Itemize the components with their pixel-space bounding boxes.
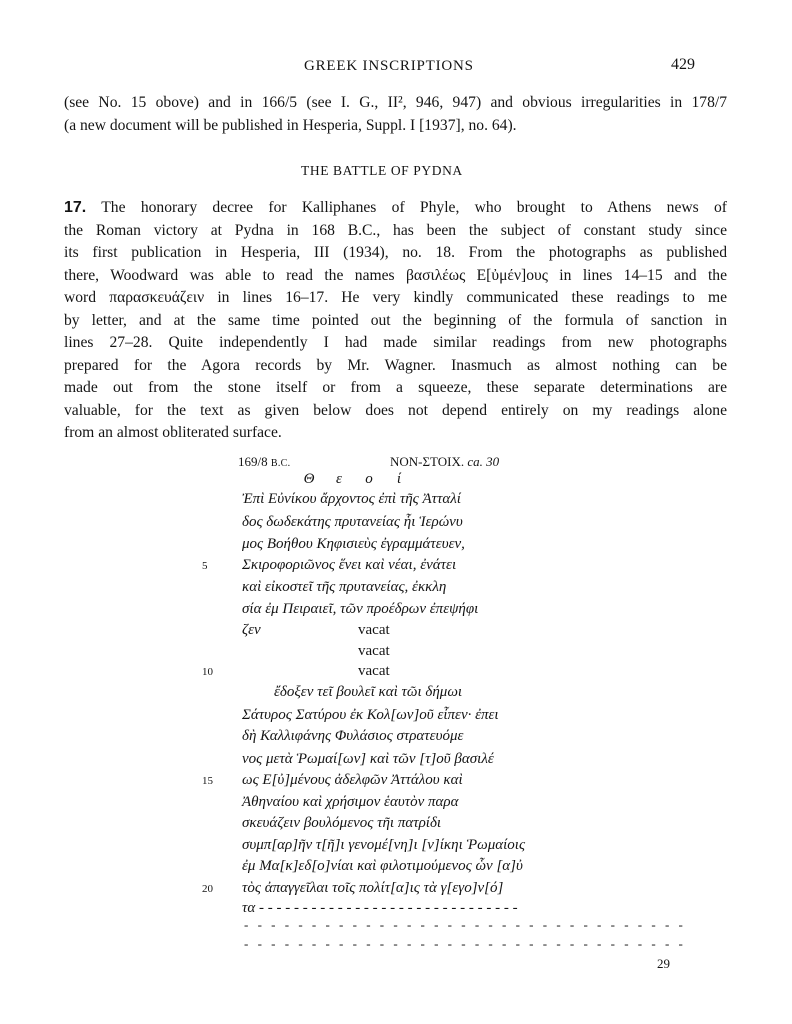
theoi-heading <box>294 471 414 488</box>
page-number: 429 <box>671 56 695 73</box>
theoi-letter: ο <box>365 471 373 487</box>
entry-line: there, Woodward was able to read the names βασιλέως Ε[ὐμέν]ους in lines 14–15 and the <box>64 266 727 284</box>
inscription-line: καὶ εἰκοστεῖ τῆς πρυτανείας, ἐκκλη <box>242 579 447 595</box>
vacat-mark: vacat <box>358 622 390 638</box>
entry-line: by letter, and at the same time pointed out the beginning of the formula of sanction in <box>64 311 727 329</box>
theoi-letter: ε <box>336 471 342 487</box>
intro-paragraph <box>64 92 727 137</box>
line-number: 5 <box>202 560 208 572</box>
entry-line: prepared for the Agora records by Mr. Wagner. Inasmuch as almost nothing can be <box>64 356 727 374</box>
inscription-line: μος Βοήθου Κηφισιεὺς ἐγραμμάτευεν, <box>242 536 465 552</box>
entry-line: from an almost obliterated surface. <box>64 424 282 441</box>
signature-number: 29 <box>657 956 670 971</box>
inscription-line: ως Ε[ὐ]μένους ἀδελφῶν Ἀττάλου καὶ <box>242 772 463 788</box>
vacat-mark: vacat <box>358 643 390 659</box>
inscription-line: ἔδοξεν τεῖ βουλεῖ καὶ τῶι δήμωι <box>274 684 463 700</box>
inscription-line: σία ἐμ Πειραιεῖ, τῶν προέδρων ἐπεψήφι <box>242 601 479 617</box>
inscription-line: νος μετὰ Ῥωμαί[ων] καὶ τῶν [τ]οῦ βασιλέ <box>242 751 494 767</box>
entry-line: 17. The honorary decree for Kalliphanes of Phyle, who brought to Athens news of <box>64 199 727 216</box>
entry-line: the Roman victory at Pydna in 168 B.C., has been the subject of constant study since <box>64 221 727 239</box>
line-number: 20 <box>202 883 213 895</box>
inscription-date: 169/8 B.C. <box>238 454 291 469</box>
lacuna-line: - - - - - - - - - - - - - - - - - - - - - - - - - - - - - - - - - <box>244 917 686 932</box>
inscription-line: δος δωδεκάτης πρυτανείας ἧι Ἱερώνυ <box>242 514 463 530</box>
inscription-line: ζεν <box>242 622 261 638</box>
entry-line: valuable, for the text as given below does not depend entirely on my readings alone <box>64 401 727 419</box>
entry-line: lines 27–28. Quite independently I had made similar readings from new photographs <box>64 334 727 351</box>
inscription-line: σκευάζειν βουλόμενος τῆι πατρίδι <box>242 815 442 831</box>
section-heading: THE BATTLE OF PYDNA <box>301 163 463 178</box>
inscription-line: συμπ[αρ]ῆν τ[ῆ]ι γενομέ[νη]ι [ν]ίκηι Ῥωμαίοις <box>242 837 526 853</box>
inscription-line: Ἐπὶ Εὐνίκου ἄρχοντος ἐπὶ τῆς Ἀτταλί <box>242 491 461 507</box>
date-era: B.C. <box>270 458 291 469</box>
inscription-line: ἐμ Μα[κ]εδ[ο]νίαι καὶ φιλοτιμούμενος ὧν [α]ὐ <box>242 858 523 874</box>
lacuna-line: - - - - - - - - - - - - - - - - - - - - - - - - - - - - - - - - - <box>244 936 686 951</box>
line-number: 15 <box>202 775 213 787</box>
stoichedon-count: ca. 30 <box>467 454 500 469</box>
inscription-line: τὸς ἀπαγγεῖλαι τοῖς πολίτ[α]ις τὰ γ[εγο]ν[ό] <box>242 880 504 896</box>
running-header-title: GREEK INSCRIPTIONS <box>304 58 474 74</box>
entry-paragraph <box>64 197 727 445</box>
entry-line: made out from the stone itself or from a squeeze, these separate determinations are <box>64 379 727 396</box>
stoichedon-note: NON-ΣΤΟΙΧ. ca. 30 <box>390 454 500 469</box>
intro-line: (a new document will be published in Hesperia, Suppl. I [1937], no. 64). <box>64 116 517 134</box>
inscription-line: δὴ Καλλιφάνης Φυλάσιος στρατευόμε <box>242 728 464 744</box>
intro-line: (see No. 15 obove) and in 166/5 (see I. G., II², 946, 947) and obvious irregularities in 178/7 <box>64 94 727 111</box>
vacat-mark: vacat <box>358 663 390 679</box>
theoi-letter: Θ <box>303 471 315 487</box>
inscription-line: Σκιροφοριῶνος ἕνει καὶ νέαι, ἐνάτει <box>242 557 457 573</box>
theoi-letter: ί <box>396 471 402 487</box>
entry-line: its first publication in Hesperia, III (1934), no. 18. From the photographs as published <box>64 244 727 261</box>
inscription-line: τα - - - - - - - - - - - - - - - - - - - - - - - - - - - - - - <box>242 900 518 916</box>
line-number: 10 <box>202 666 213 678</box>
entry-line: word παρασκευάζειν in lines 16–17. He very kindly communicated these readings to me <box>64 289 727 306</box>
entry-number: 17. <box>64 199 87 216</box>
inscription-line: Ἀθηναίου καὶ χρήσιμον ἑαυτὸν παρα <box>242 794 459 810</box>
inscription-line: Σάτυρος Σατύρου ἐκ Κολ[ων]οῦ εἶπεν· ἐπει <box>242 707 499 723</box>
